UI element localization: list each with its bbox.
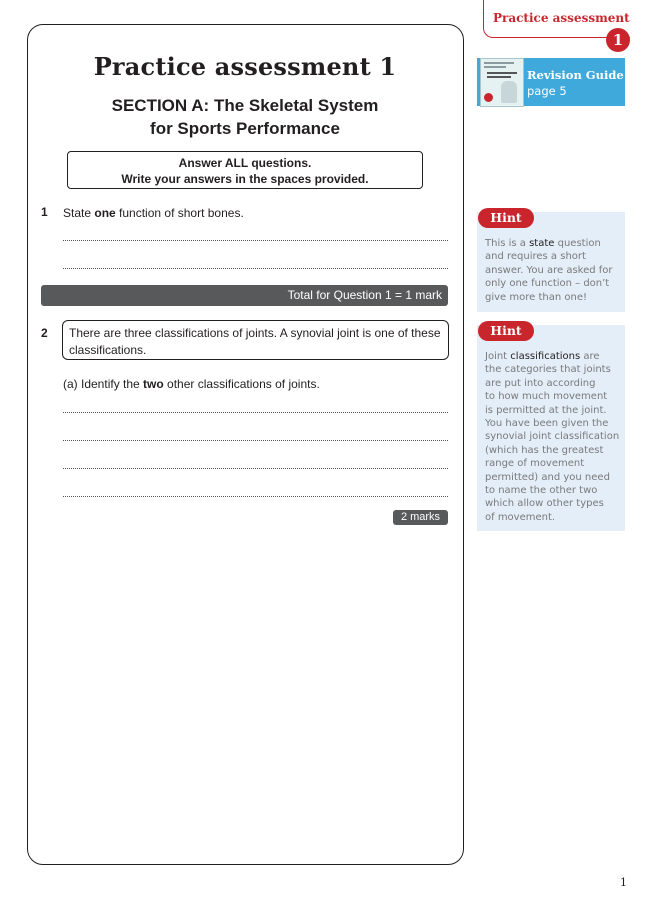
hint-line: give more than one! <box>485 291 587 303</box>
answer-line[interactable] <box>63 412 448 413</box>
hint-line: You have been given the <box>485 418 609 430</box>
question-2a-emphasis: two <box>143 377 164 391</box>
instructions-line-2: Write your answers in the spaces provided. <box>121 172 369 186</box>
revision-guide-title: Revision Guide <box>527 68 624 82</box>
hint-line: range of movement <box>485 458 585 470</box>
hint-line: Joint classifications are <box>485 351 600 362</box>
question-1-text: State one function of short bones. <box>63 206 244 220</box>
answer-line[interactable] <box>63 468 448 469</box>
book-cover-text-line <box>487 72 517 74</box>
hint-line: This is a state question <box>485 238 601 249</box>
revision-guide-reference <box>477 58 625 106</box>
section-title <box>0 94 490 140</box>
hint-tag-1: Hint <box>478 208 534 228</box>
hint-line: permitted) and you need <box>485 471 610 483</box>
page-title: Practice assessment 1 <box>93 52 397 81</box>
question-2a-text: (a) Identify the two other classifications of joints. <box>63 377 320 391</box>
question-1-total-bar: Total for Question 1 = 1 mark <box>41 285 448 306</box>
question-2-marks: 2 marks <box>393 510 448 525</box>
hint-tag-2: Hint <box>478 321 534 341</box>
question-1-emphasis: one <box>94 206 116 220</box>
hint-line: to name the other two <box>485 485 598 497</box>
hint-line: is permitted at the joint. <box>485 404 607 416</box>
answer-line[interactable] <box>63 240 448 241</box>
book-cover-figure <box>501 81 517 103</box>
book-cover-text-line <box>487 76 511 78</box>
instructions-box <box>67 151 423 189</box>
question-1-number: 1 <box>41 205 48 219</box>
revision-guide-page: page 5 <box>527 84 567 98</box>
section-title-line-1: SECTION A: The Skeletal System <box>111 96 379 115</box>
hint-line: synovial joint classification <box>485 431 620 443</box>
hint-line: are put into according <box>485 377 596 389</box>
answer-line[interactable] <box>63 268 448 269</box>
hint-line: and requires a short <box>485 251 586 263</box>
hint-line: the categories that joints <box>485 364 611 376</box>
answer-line[interactable] <box>63 440 448 441</box>
hint-line: which allow other types <box>485 498 604 510</box>
hint-2-text <box>485 350 619 524</box>
hint-line: answer. You are asked for <box>485 264 613 276</box>
hint-1-text <box>485 237 613 304</box>
hint-line: of movement. <box>485 511 556 523</box>
question-2-number: 2 <box>41 326 48 340</box>
hint-keyword: classifications <box>510 351 581 362</box>
question-2-stem: There are three classifications of joints. A synovial joint is one of these classifications. <box>69 326 441 357</box>
question-2-stem-box <box>62 320 449 360</box>
hint-keyword: state <box>529 238 555 249</box>
hint-line: only one function – don’t <box>485 278 610 290</box>
section-tab-label: Practice assessment <box>493 11 630 25</box>
instructions-line-1: Answer ALL questions. <box>178 156 312 170</box>
hint-line: (which has the greatest <box>485 444 604 456</box>
assessment-number-badge: 1 <box>606 28 630 52</box>
page-number: 1 <box>620 876 627 889</box>
section-title-line-2: for Sports Performance <box>150 119 340 138</box>
hint-line: to how much movement <box>485 391 608 403</box>
answer-line[interactable] <box>63 496 448 497</box>
